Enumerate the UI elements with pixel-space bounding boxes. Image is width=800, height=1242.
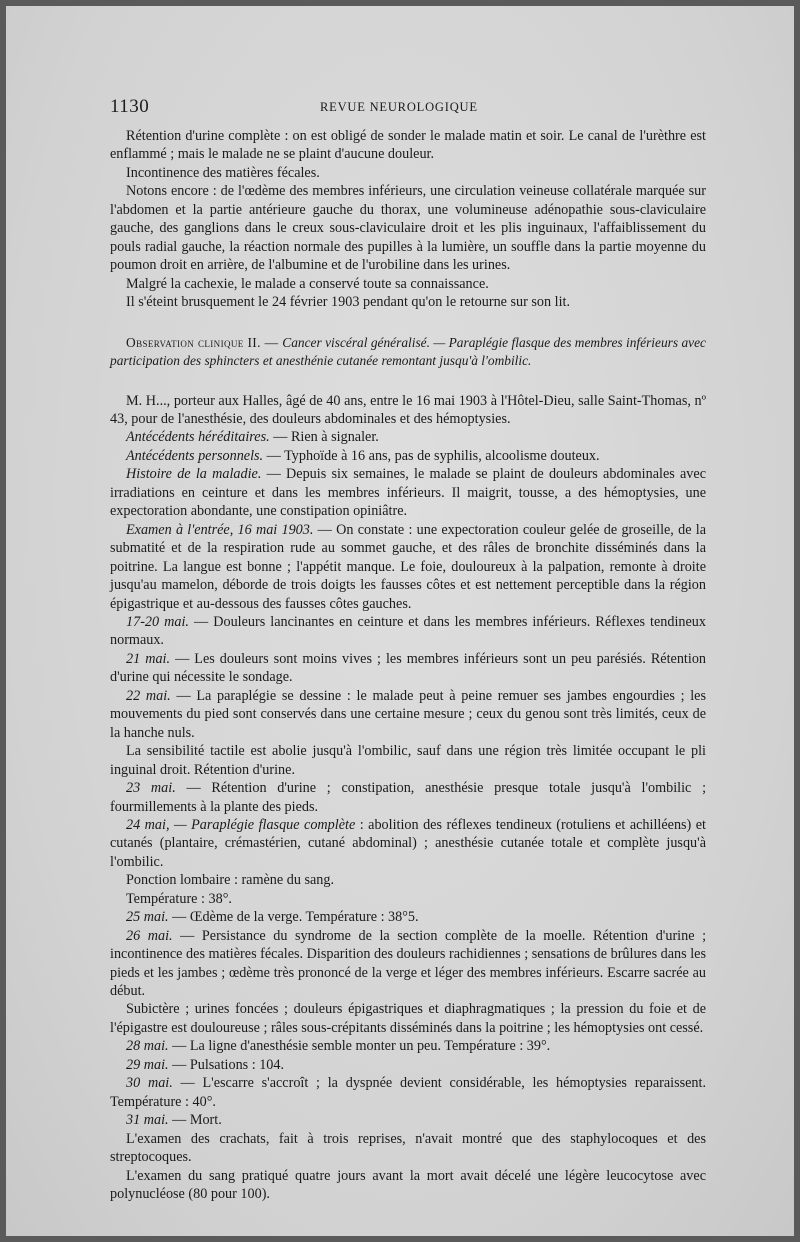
paragraph xyxy=(110,521,706,613)
paragraph xyxy=(110,816,706,871)
paragraph-text: L'examen du sang pratiqué quatre jours avant la mort avait décelé une légère leucocytose avec polynucléose (80 pour 100). xyxy=(110,1167,706,1203)
body-text xyxy=(110,127,706,1203)
paragraph-label: 29 mai. xyxy=(126,1056,169,1073)
running-title: REVUE NEUROLOGIQUE xyxy=(320,100,478,114)
paragraph xyxy=(110,1130,706,1167)
observation-heading xyxy=(110,334,706,370)
paragraph xyxy=(110,1074,706,1111)
paragraph-text: — Depuis six semaines, le malade se plaint de douleurs abdominales avec irradiations en ceinture et dans les membres inférieurs. Il maigrit, tousse, a des hémoptysies, une expectoration abondante, une constipation opiniâtre. xyxy=(110,466,706,520)
paragraph-text: — Typhoïde à 16 ans, pas de syphilis, alcoolisme douteux. xyxy=(263,447,600,464)
paragraph-text: — On constate : une expectoration couleur gelée de groseille, de la submatité et de la respiration rude au sommet gauche, et des râles de bronchite disséminés dans la poitrine. La langue est bonne ; l'appétit manque. Le foie, douloureux à la palpation, remonte à droite jusqu'au mamelon, déborde de trois doigts les fausses côtes et est nettement perceptible dans la région épigastrique et au-dessous des fausses côtes gauches. xyxy=(110,521,706,612)
paragraph-text: : abolition des réflexes tendineux (rotuliens et achilléens) et cutanés (plantaire, crémastérien, cutané abdominal) ; anesthésie cutanée totale et complète jusqu'à l'ombilic. xyxy=(110,816,706,870)
paragraph xyxy=(110,871,706,889)
paragraph xyxy=(110,1037,706,1055)
paragraph xyxy=(110,1056,706,1074)
observation-lead: Observation clinique II. — xyxy=(126,334,283,350)
paragraph-label: 25 mai. xyxy=(126,909,169,926)
paragraph-label: Antécédents personnels. xyxy=(126,447,264,464)
paragraph-text: — L'escarre s'accroît ; la dyspnée devient considérable, les hémoptysies reparaissent. Température : 40°. xyxy=(110,1075,706,1110)
paragraph-text: Subictère ; urines foncées ; douleurs épigastriques et diaphragmatiques ; la pression du foie et de l'épigastre est douloureuse ; râles sous-crépitants disséminés dans la poitrine ; les hémoptysies ont cessé. xyxy=(110,1001,706,1036)
paragraph-text: Ponction lombaire : ramène du sang. xyxy=(126,872,335,889)
paragraph xyxy=(110,687,706,742)
paragraph-text: Température : 38°. xyxy=(126,890,232,907)
paragraph-text: — La ligne d'anesthésie semble monter un peu. Température : 39°. xyxy=(168,1038,551,1055)
paragraph xyxy=(110,908,706,926)
paragraph xyxy=(110,890,706,908)
paragraph: Il s'éteint brusquement le 24 février 1903 pendant qu'on le retourne sur son lit. xyxy=(126,294,571,311)
paragraph-text: — Rien à signaler. xyxy=(269,429,379,446)
paragraph-label: 22 mai. xyxy=(126,687,171,704)
paragraph xyxy=(110,447,706,465)
paragraph-label: 31 mai. xyxy=(126,1112,169,1129)
paragraph-text: La sensibilité tactile est abolie jusqu'à l'ombilic, sauf dans une région très limitée occupant le pli inguinal droit. Rétention d'urine. xyxy=(110,743,706,778)
paragraph: Notons encore : de l'œdème des membres inférieurs, une circulation veineuse collatérale marquée sur l'abdomen et la partie antérieure gauche du thorax, une volumineuse adénopathie sous-claviculaire gauche, des ganglions dans le creux sous-claviculaire droit et les plis inguinaux, l'affaiblissement du pouls radial gauche, la réaction normale des pupilles à la lumière, un souffle dans la partie moyenne du poumon droit en arrière, de l'albumine et de l'urobiline dans les urines. xyxy=(110,183,706,274)
paragraph-label: 28 mai. xyxy=(126,1038,169,1055)
paragraph-label: Examen à l'entrée, 16 mai 1903. xyxy=(126,521,314,538)
paragraph: Rétention d'urine complète : on est obligé de sonder le malade matin et soir. Le canal de l'urèthre est enflammé ; mais le malade ne se plaint d'aucune douleur. xyxy=(110,128,706,163)
paragraph-label: 17-20 mai. xyxy=(126,613,189,630)
paragraph-text: — Œdème de la verge. Température : 38°5. xyxy=(168,909,419,926)
paragraph-text: — La paraplégie se dessine : le malade peut à peine remuer ses jambes engourdies ; les mouvements du pied sont conservés dans une certaine mesure ; ceux du genou sont très limités, ceux de la hanche nuls. xyxy=(110,687,706,741)
paragraph xyxy=(110,927,706,1001)
page-number: 1130 xyxy=(110,96,150,117)
paragraph-label: 21 mai. xyxy=(126,650,171,667)
paragraph-label: 30 mai. xyxy=(126,1075,173,1092)
paragraph xyxy=(110,428,706,446)
paragraph xyxy=(110,742,706,779)
page-header xyxy=(110,96,706,118)
paragraph-text: — Rétention d'urine ; constipation, anesthésie presque totale jusqu'à l'ombilic ; fourmillements à la plante des pieds. xyxy=(110,780,707,815)
paragraph: Malgré la cachexie, le malade a conservé toute sa connaissance. xyxy=(126,275,489,292)
paragraph xyxy=(110,613,706,650)
paragraph-label: Histoire de la maladie. xyxy=(126,466,262,483)
paragraph-text: — Pulsations : 104. xyxy=(168,1056,285,1073)
paragraph xyxy=(110,465,706,520)
observation-title: Cancer viscéral généralisé. — Paraplégie flasque des membres inférieurs avec participation des sphincters et anesthénie cutanée remontant jusqu'à l'ombilic. xyxy=(110,334,706,368)
paragraph-text: — Persistance du syndrome de la section complète de la moelle. Rétention d'urine ; incontinence des matières fécales. Disparition des douleurs rachidiennes ; sensations de brûlures dans les pieds et les jambes ; œdème très prononcé de la verge et léger des membres inférieurs. Escarre sacrée au début. xyxy=(110,927,707,1000)
paragraph xyxy=(110,779,706,816)
paragraph-text: M. H..., porteur aux Halles, âgé de 40 ans, entre le 16 mai 1903 à l'Hôtel-Dieu, salle Saint-Thomas, nº 43, pour de l'anesthésie, des douleurs abdominales et des hémoptysies. xyxy=(110,392,706,427)
paragraph-label: 23 mai. xyxy=(126,780,176,797)
paragraph-text: — Les douleurs sont moins vives ; les membres inférieurs sont un peu parésiés. Rétention d'urine qui nécessite le sondage. xyxy=(110,650,707,686)
paragraph xyxy=(110,650,706,687)
paragraph-text: — Mort. xyxy=(168,1112,222,1129)
paragraph xyxy=(110,1000,706,1037)
paragraph-text: L'examen des crachats, fait à trois reprises, n'avait montré que des staphylocoques et des streptocoques. xyxy=(110,1130,706,1166)
scanned-page xyxy=(6,6,794,1236)
paragraph xyxy=(110,392,706,429)
paragraph-label: 26 mai. xyxy=(126,927,173,944)
paragraph xyxy=(110,1111,706,1129)
paragraph-text: — Douleurs lancinantes en ceinture et dans les membres inférieurs. Réflexes tendineux normaux. xyxy=(110,613,706,649)
paragraph-label: 24 mai, — Paraplégie flasque complète xyxy=(126,816,356,833)
paragraph: Incontinence des matières fécales. xyxy=(126,164,320,181)
paragraph-label: Antécédents héréditaires. xyxy=(126,429,270,446)
paragraph xyxy=(110,1167,706,1204)
